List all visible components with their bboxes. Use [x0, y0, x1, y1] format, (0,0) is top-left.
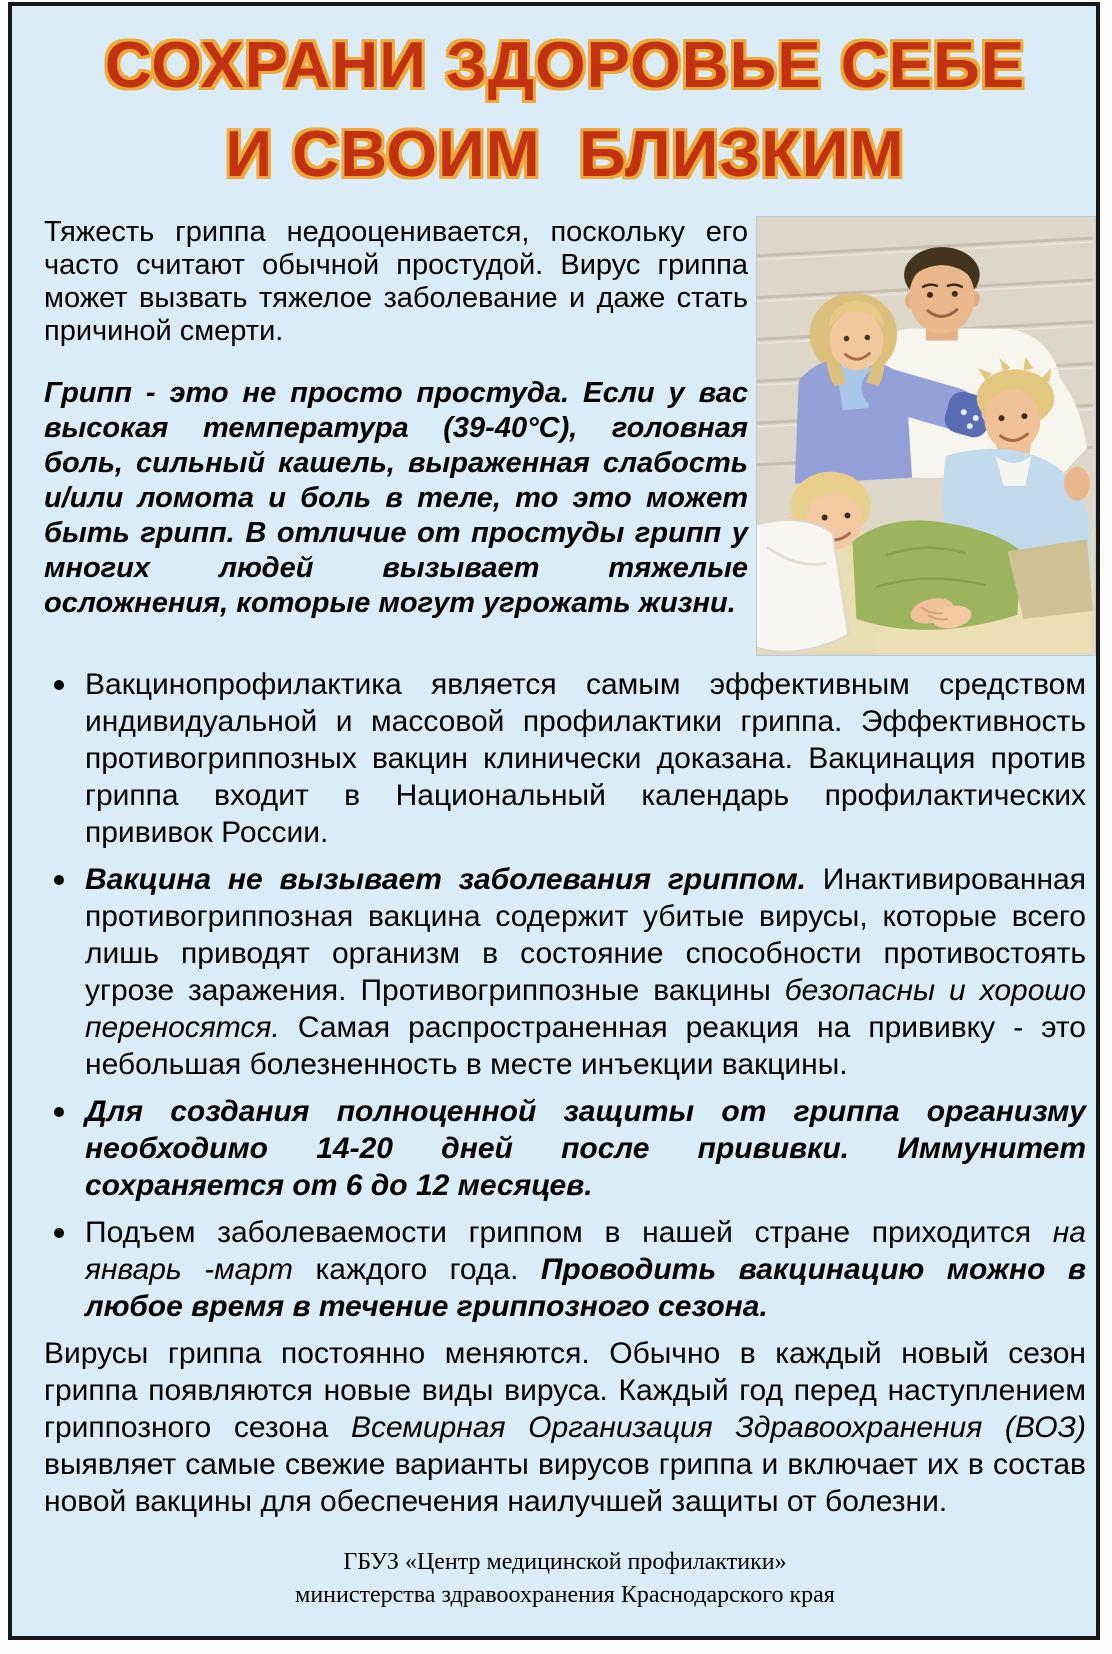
bullet-text: Вакцинопрофилактика является самым эффективным средством индивидуальной и массовой профилактики гриппа. Эффективность противогриппозных вакцин клинически доказана. Вакцинация против гриппа входит в Национальный календарь профилактических прививок России.	[85, 668, 1086, 850]
publisher-footer	[44, 1546, 1086, 1612]
poster-frame	[8, 2, 1100, 1640]
bullet-text: Подъем заболеваемости гриппом в нашей стране приходится	[85, 1216, 1053, 1250]
poster-title	[44, 20, 1086, 198]
bullet-text: Инактивированная противогриппозная вакцина содержит убитые вирусы, которые всего лишь приводят организм в состояние способности противостоять угрозе заражения. Противогриппозные вакцины	[85, 863, 1086, 1008]
title-line-2: И СВОИМ БЛИЗКИМ	[225, 117, 905, 191]
bullet-icon	[54, 680, 64, 690]
bullet-vaccine-safety	[44, 861, 1086, 1083]
family-photo	[756, 216, 1096, 656]
closing-text: Вирусы гриппа постоянно меняются. Обычно в каждый новый сезон гриппа появляются новые виды вируса. Каждый год перед наступлением гриппозного сезона	[44, 1337, 1086, 1445]
publisher-name: ГБУЗ «Центр медицинской профилактики»	[343, 1549, 787, 1576]
closing-paragraph	[44, 1335, 1086, 1520]
intro-text-column	[44, 208, 748, 656]
bullet-text: каждого года.	[315, 1253, 541, 1287]
bullet-flu-season	[44, 1214, 1086, 1325]
bullet-icon	[54, 875, 64, 885]
family-photo-illustration	[757, 217, 1093, 653]
closing-text: выявляет самые свежие варианты вирусов гриппа и включает их в состав новой вакцины для обеспечения наилучшей защиты от болезни.	[44, 1448, 1086, 1519]
title-line-1: СОХРАНИ ЗДОРОВЬЕ СЕБЕ	[104, 28, 1026, 101]
key-points-list	[44, 666, 1086, 1325]
flu-warning-paragraph: Грипп - это не просто простуда. Если у вас высокая температура (39-40°С), головная боль, сильный кашель, выраженная слабость и/или ломота и боль в теле, то это может быть грипп. В отличие от простуды грипп у многих людей вызывает тяжелые осложнения, которые могут угрожать жизни.	[44, 377, 748, 620]
bullet-icon	[54, 1107, 64, 1117]
intro-section	[44, 208, 1086, 656]
bullet-strong-text: Проводить вакцинацию можно в любое время в течение гриппозного сезона.	[85, 1253, 1086, 1324]
closing-emphasis-text: Всемирная Организация Здравоохранения (ВОЗ)	[350, 1411, 1087, 1445]
bullet-emphasis-text: безопасны и хорошо переносятся.	[85, 974, 1086, 1045]
intro-paragraph: Тяжесть гриппа недооценивается, поскольку его часто считают обычной простудой. Вирус гриппа может вызвать тяжелое заболевание и даже стать причиной смерти.	[44, 216, 748, 348]
bullet-text: Самая распространенная реакция на прививку - это небольшая болезненность в месте инъекции вакцины.	[85, 1011, 1086, 1082]
bullet-vaccine-effectiveness	[44, 666, 1086, 851]
bullet-icon	[54, 1228, 64, 1238]
bullet-lead-text: Вакцина не вызывает заболевания гриппом.	[85, 863, 806, 897]
bullet-emphasis-text: на январь -март	[85, 1216, 1086, 1287]
bullet-immunity-timing	[44, 1093, 1086, 1204]
publisher-ministry: министерства здравоохранения Краснодарского края	[295, 1582, 835, 1609]
bullet-text: Для создания полноценной защиты от гриппа организму необходимо 14-20 дней после прививки. Иммунитет сохраняется от 6 до 12 месяцев.	[85, 1095, 1086, 1203]
